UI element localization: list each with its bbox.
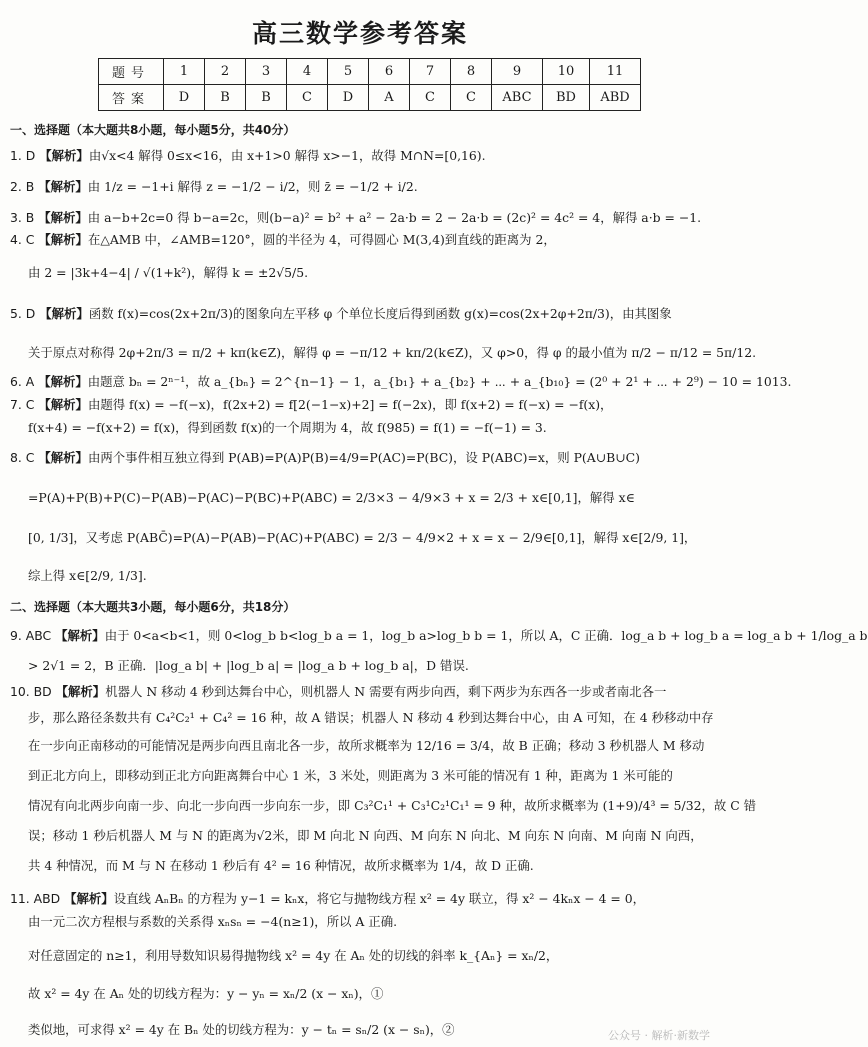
- solution-line-q1: [10, 148, 710, 164]
- solution-text: 由两个事件相互独立得到 P(AB)=P(A)P(B)=4/9=P(AC)=P(BC)，设 P(ABC)=x，则 P(A∪B∪C): [87, 450, 640, 465]
- solution-text: 由√x<4 解得 0≤x<16，由 x+1>0 解得 x>−1，故得 M∩N=[0,16).: [88, 148, 486, 163]
- answer-cell: B: [246, 85, 287, 111]
- solution-line-q11-cont-2: 对任意固定的 n≥1，利用导数知识易得抛物线 x² = 4y 在 Aₙ 处的切线的斜率 k_{Aₙ} = xₙ/2，: [28, 948, 559, 963]
- solution-text: 设直线 AₙBₙ 的方程为 y−1 = kₙx，将它与抛物线方程 x² = 4y 联立，得 x² − 4kₙx − 4 = 0，: [113, 891, 646, 906]
- question-number: 1: [164, 59, 205, 85]
- answer-cell: C: [287, 85, 328, 111]
- analysis-tag: 【解析】: [55, 684, 106, 699]
- answer-label: 9. ABC: [10, 628, 52, 643]
- solution-line-q8-cont-2: [0, 1/3]，又考虑 P(ABC̄)=P(A)−P(AB)−P(AC)+P(ABC) = 2/3 − 4/9×2 + x = x − 2/9∈[0,1]，解得 x∈[2/9, 1]，: [28, 530, 697, 545]
- answer-label: 1. D: [10, 148, 36, 163]
- analysis-tag: 【解析】: [55, 628, 105, 643]
- solution-line-q11: [10, 891, 710, 907]
- answer-label: 10. BD: [10, 684, 52, 699]
- answer-cell: D: [328, 85, 369, 111]
- solution-line-q6: [10, 374, 792, 390]
- solution-text: 由于 0<a<b<1，则 0<log_b b<log_b a = 1，log_b a>log_b b = 1，所以 A，C 正确．log_a b + log_b a = log_a b + 1/log_a b: [104, 628, 868, 643]
- question-number: 4: [287, 59, 328, 85]
- solution-line-q11-cont-3: 故 x² = 4y 在 Aₙ 处的切线方程为：y − yₙ = xₙ/2 (x − xₙ)，①: [28, 986, 384, 1001]
- question-number: 2: [205, 59, 246, 85]
- question-number: 3: [246, 59, 287, 85]
- solution-line-q4: [10, 232, 710, 248]
- analysis-tag: 【解析】: [38, 397, 88, 412]
- solution-line-q11-cont-4: 类似地，可求得 x² = 4y 在 Bₙ 处的切线方程为：y − tₙ = sₙ/2 (x − sₙ)，②: [28, 1022, 455, 1037]
- answer-cell: ABC: [492, 85, 543, 111]
- question-number: 5: [328, 59, 369, 85]
- solution-text: 由 1/z = −1+i 解得 z = −1/2 − i/2，则 z̄ = −1/2 + i/2.: [87, 179, 418, 194]
- answer-label: 11. ABD: [10, 891, 61, 906]
- solution-text: 机器人 N 移动 4 秒到达舞台中心，则机器人 N 需要有两步向西，剩下两步为东西各一步或者南北各一: [105, 684, 667, 699]
- analysis-tag: 【解析】: [38, 450, 88, 465]
- solution-text: 由题得 f(x) = −f(−x)，f(2x+2) = f[2(−1−x)+2] = f(−2x)，即 f(x+2) = f(−x) = −f(x)，: [87, 397, 613, 412]
- answer-label: 6. A: [10, 374, 35, 389]
- section-heading-multi: 二、选择题（本大题共3小题，每小题6分，共18分）: [10, 600, 296, 614]
- solution-line-q7: [10, 397, 710, 413]
- question-number: 11: [590, 59, 641, 85]
- solution-line-q7-cont: f(x+4) = −f(x+2) = f(x)，得到函数 f(x)的一个周期为 4，故 f(985) = f(1) = −f(−1) = 3.: [28, 420, 547, 435]
- answer-cell: A: [369, 85, 410, 111]
- analysis-tag: 【解析】: [39, 306, 89, 321]
- solution-line-q2: [10, 179, 710, 195]
- solution-line-q5-cont: 关于原点对称得 2φ+2π/3 = π/2 + kπ(k∈Z)，解得 φ = −π/12 + kπ/2(k∈Z)，又 φ>0，得 φ 的最小值为 π/2 − π/12 = 5π/12.: [28, 345, 757, 360]
- solution-line-q5: [10, 306, 710, 322]
- solution-line-q8: [10, 450, 710, 466]
- question-number: 8: [451, 59, 492, 85]
- question-number: 9: [492, 59, 543, 85]
- section-heading-choice: 一、选择题（本大题共8小题，每小题5分，共40分）: [10, 123, 296, 137]
- analysis-tag: 【解析】: [64, 891, 114, 906]
- solution-line-q10-cont-4: 情况有向北两步向南一步、向北一步向西一步向东一步，即 C₃²C₁¹ + C₃¹C₂¹C₁¹ = 9 种，故所求概率为 (1+9)/4³ = 5/32，故 C 错: [28, 798, 757, 813]
- solution-line-q11-cont-1: 由一元二次方程根与系数的关系得 xₙsₙ = −4(n≥1)，所以 A 正确.: [28, 914, 398, 929]
- question-number: 10: [543, 59, 590, 85]
- answer-table-number-row: [99, 59, 641, 85]
- solution-line-q9-cont: > 2√1 = 2，B 正确．|log_a b| + |log_b a| = |log_a b + log_b a|，D 错误.: [28, 658, 469, 673]
- solution-line-q10-cont-6: 共 4 种情况，而 M 与 N 在移动 1 秒后有 4² = 16 种情况，故所求概率为 1/4，故 D 正确.: [28, 858, 534, 873]
- answer-cell: BD: [543, 85, 590, 111]
- solution-line-q10: [10, 684, 710, 700]
- answer-label: 8. C: [10, 450, 35, 465]
- answer-label: 2. B: [10, 179, 35, 194]
- answer-table-answer-row: [99, 85, 641, 111]
- row-label-answer: 答案: [99, 85, 164, 111]
- solution-line-q10-cont-5: 误；移动 1 秒后机器人 M 与 N 的距离为√2米，即 M 向北 N 向西、M 向东 N 向北、M 向东 N 向南、M 向南 N 向西，: [28, 828, 703, 843]
- answer-label: 4. C: [10, 232, 35, 247]
- answer-label: 7. C: [10, 397, 35, 412]
- question-number: 6: [369, 59, 410, 85]
- answer-label: 3. B: [10, 210, 35, 225]
- answer-cell: D: [164, 85, 205, 111]
- solution-text: 在△AMB 中，∠AMB=120°，圆的半径为 4，可得圆心 M(3,4)到直线的距离为 2，: [87, 232, 556, 247]
- answer-cell: C: [451, 85, 492, 111]
- answer-cell: C: [410, 85, 451, 111]
- answer-cell: ABD: [590, 85, 641, 111]
- answer-table: [98, 58, 641, 111]
- solution-line-q10-cont-1: 步，那么路径条数共有 C₄²C₂¹ + C₄² = 16 种，故 A 错误；机器人 N 移动 4 秒到达舞台中心，由 A 可知，在 4 秒移动中存: [28, 710, 714, 725]
- solution-line-q9: [10, 628, 868, 644]
- solution-line-q8-cont-3: 综上得 x∈[2/9, 1/3].: [28, 568, 147, 583]
- question-number: 7: [410, 59, 451, 85]
- solution-line-q4-cont: 由 2 = |3k+4−4| / √(1+k²)，解得 k = ±2√5/5.: [28, 265, 309, 280]
- solution-line-q8-cont-1: =P(A)+P(B)+P(C)−P(AB)−P(AC)−P(BC)+P(ABC) = 2/3×3 − 4/9×3 + x = 2/3 + x∈[0,1]，解得 x∈: [28, 490, 635, 505]
- row-label-number: 题号: [99, 59, 164, 85]
- solution-text: 由 a−b+2c=0 得 b−a=2c，则(b−a)² = b² + a² − 2a·b = 2 − 2a·b = (2c)² = 4c² = 4，解得 a·b = −1.: [87, 210, 702, 225]
- solution-line-q3: [10, 210, 710, 226]
- solution-text: 由题意 bₙ = 2ⁿ⁻¹，故 a_{bₙ} = 2^{n−1} − 1，a_{b₁} + a_{b₂} + ⋯ + a_{b₁₀} = (2⁰ + 2¹ + ⋯ + 2⁹) − 10 = 1013.: [87, 374, 792, 389]
- analysis-tag: 【解析】: [39, 148, 89, 163]
- solution-line-q10-cont-3: 到正北方向上，即移动到正北方向距离舞台中心 1 米，3 米处，则距离为 3 米可能的情况有 1 种，距离为 1 米可能的: [28, 768, 673, 783]
- analysis-tag: 【解析】: [38, 232, 88, 247]
- analysis-tag: 【解析】: [38, 210, 88, 225]
- analysis-tag: 【解析】: [38, 374, 88, 389]
- page-title: 高三数学参考答案: [251, 19, 468, 48]
- answer-cell: B: [205, 85, 246, 111]
- solution-text: 函数 f(x)=cos(2x+2π/3)的图象向左平移 φ 个单位长度后得到函数 g(x)=cos(2x+2φ+2π/3)，由其图象: [88, 306, 672, 321]
- watermark: 公众号 · 解析·新数学: [608, 1029, 710, 1042]
- answer-label: 5. D: [10, 306, 36, 321]
- analysis-tag: 【解析】: [38, 179, 88, 194]
- solution-line-q10-cont-2: 在一步向正南移动的可能情况是两步向西且南北各一步，故所求概率为 12/16 = 3/4，故 B 正确；移动 3 秒机器人 M 移动: [28, 738, 705, 753]
